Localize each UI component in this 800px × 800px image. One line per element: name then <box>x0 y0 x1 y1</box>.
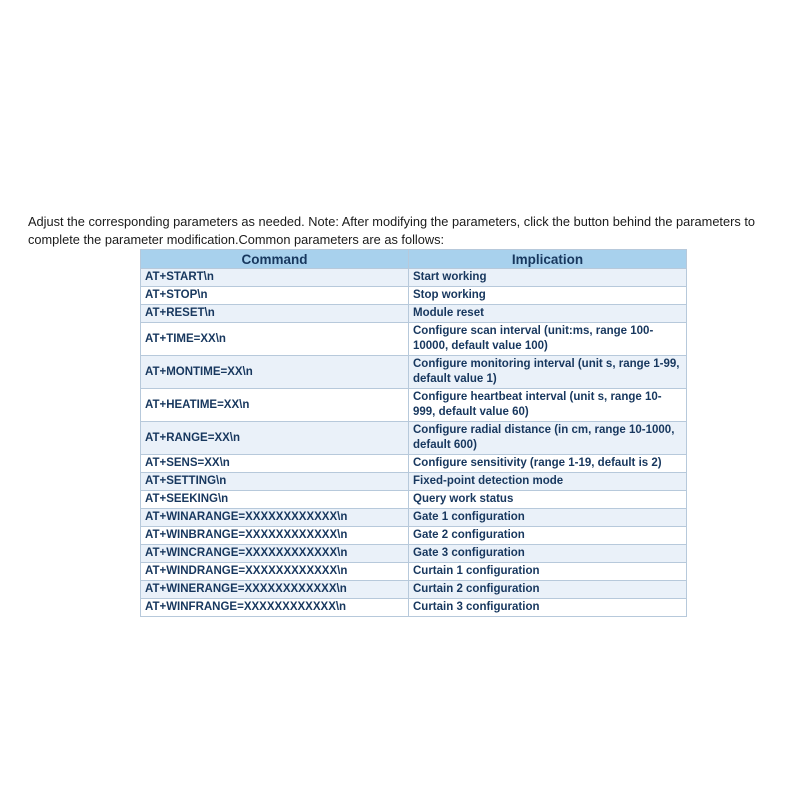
implication-cell: Configure monitoring interval (unit s, range 1-99, default value 1) <box>409 356 687 389</box>
intro-paragraph: Adjust the corresponding parameters as needed. Note: After modifying the parameters, click the button behind the parameters to complete the parameter modification.Common parameters are as follows: <box>28 214 755 247</box>
command-cell: AT+WINERANGE=XXXXXXXXXXXX\n <box>141 581 409 599</box>
table-row <box>141 491 687 509</box>
table-row <box>141 356 687 389</box>
implication-cell: Start working <box>409 269 687 287</box>
command-cell: AT+SENS=XX\n <box>141 455 409 473</box>
implication-cell: Configure sensitivity (range 1-19, default is 2) <box>409 455 687 473</box>
table-row <box>141 527 687 545</box>
table-row <box>141 422 687 455</box>
command-cell: AT+STOP\n <box>141 287 409 305</box>
implication-cell: Curtain 2 configuration <box>409 581 687 599</box>
command-cell: AT+SETTING\n <box>141 473 409 491</box>
table-row <box>141 545 687 563</box>
command-cell: AT+WINARANGE=XXXXXXXXXXXX\n <box>141 509 409 527</box>
table-row <box>141 323 687 356</box>
table-row <box>141 599 687 617</box>
command-cell: AT+RANGE=XX\n <box>141 422 409 455</box>
implication-cell: Gate 1 configuration <box>409 509 687 527</box>
implication-cell: Configure radial distance (in cm, range 10-1000, default 600) <box>409 422 687 455</box>
implication-cell: Curtain 3 configuration <box>409 599 687 617</box>
implication-cell: Stop working <box>409 287 687 305</box>
table-row <box>141 563 687 581</box>
command-cell: AT+WINDRANGE=XXXXXXXXXXXX\n <box>141 563 409 581</box>
implication-cell: Curtain 1 configuration <box>409 563 687 581</box>
implication-cell: Fixed-point detection mode <box>409 473 687 491</box>
command-cell: AT+WINBRANGE=XXXXXXXXXXXX\n <box>141 527 409 545</box>
command-cell: AT+WINFRANGE=XXXXXXXXXXXX\n <box>141 599 409 617</box>
command-table <box>140 249 687 617</box>
command-cell: AT+MONTIME=XX\n <box>141 356 409 389</box>
column-header-implication: Implication <box>409 250 687 269</box>
command-cell: AT+START\n <box>141 269 409 287</box>
implication-cell: Module reset <box>409 305 687 323</box>
implication-cell: Gate 3 configuration <box>409 545 687 563</box>
implication-cell: Configure scan interval (unit:ms, range 100-10000, default value 100) <box>409 323 687 356</box>
table-row <box>141 581 687 599</box>
command-cell: AT+HEATIME=XX\n <box>141 389 409 422</box>
column-header-command: Command <box>141 250 409 269</box>
command-cell: AT+SEEKING\n <box>141 491 409 509</box>
table-row <box>141 473 687 491</box>
table-row <box>141 509 687 527</box>
table-row <box>141 389 687 422</box>
table-row <box>141 287 687 305</box>
table-row <box>141 305 687 323</box>
implication-cell: Configure heartbeat interval (unit s, range 10-999, default value 60) <box>409 389 687 422</box>
command-cell: AT+WINCRANGE=XXXXXXXXXXXX\n <box>141 545 409 563</box>
table-row <box>141 455 687 473</box>
implication-cell: Gate 2 configuration <box>409 527 687 545</box>
table-header-row <box>141 250 687 269</box>
implication-cell: Query work status <box>409 491 687 509</box>
table-row <box>141 269 687 287</box>
command-cell: AT+RESET\n <box>141 305 409 323</box>
command-cell: AT+TIME=XX\n <box>141 323 409 356</box>
